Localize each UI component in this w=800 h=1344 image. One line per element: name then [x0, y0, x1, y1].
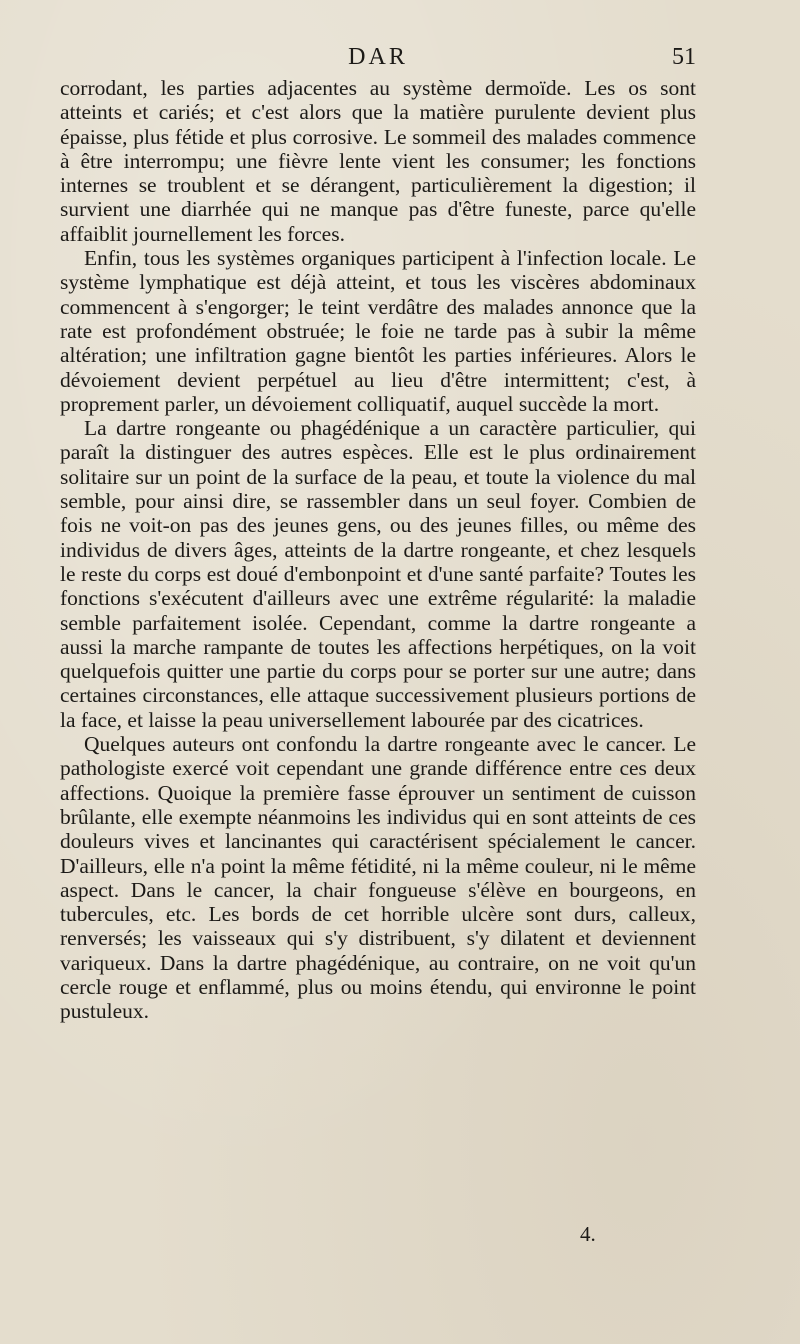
page-number: 51	[672, 44, 696, 70]
paragraph: La dartre rongeante ou phagédénique a un caractère particulier, qui paraît la distinguer des autres espèces. Elle est le plus ordinairement solitaire sur un point de la surface de la peau, et toute la violence du mal semble, pour ainsi dire, se rassembler dans un seul foyer. Combien de fois ne voit-on pas des jeunes gens, ou des jeunes filles, ou même des individus de divers âges, atteints de la dartre rongeante, et chez lesquels le reste du corps est doué d'embonpoint et d'une santé parfaite? Toutes les fonctions s'exécutent d'ailleurs avec une extrême régularité: la maladie semble parfaitement isolée. Cependant, comme la dartre rongeante a aussi la marche rampante de toutes les affections herpétiques, on la voit quelquefois quitter une partie du corps pour se porter sur une autre; dans certaines circonstances, elle attaque successivement plusieurs portions de la face, et laisse la peau universellement labourée par des cicatrices.	[60, 416, 696, 732]
body-text	[60, 76, 696, 1024]
paragraph: Enfin, tous les systèmes organiques participent à l'infection locale. Le système lymphatique est déjà atteint, et tous les viscères abdominaux commencent à s'engorger; le teint verdâtre des malades annonce que la rate est profondément obstruée; le foie ne tarde pas à subir la même altération; une infiltration gagne bientôt les parties inférieures. Alors le dévoiement devient perpétuel au lieu d'être intermittent; c'est, à proprement parler, un dévoiement colliquatif, auquel succède la mort.	[60, 246, 696, 416]
page-header	[60, 44, 696, 80]
paragraph: Quelques auteurs ont confondu la dartre rongeante avec le cancer. Le pathologiste exercé voit cependant une grande différence entre ces deux affections. Quoique la première fasse éprouver un sentiment de cuisson brûlante, elle exempte néanmoins les individus qui en sont atteints de ces douleurs vives et lancinantes qui caractérisent spécialement le cancer. D'ailleurs, elle n'a point la même fétidité, ni la même couleur, ni le même aspect. Dans le cancer, la chair fongueuse s'élève en bourgeons, en tubercules, etc. Les bords de cet horrible ulcère sont durs, calleux, renversés; les vaisseaux qui s'y distribuent, s'y dilatent et deviennent variqueux. Dans la dartre phagédénique, au contraire, on ne voit qu'un cercle rouge et enflammé, plus ou moins étendu, qui environne le point pustuleux.	[60, 732, 696, 1024]
signature-mark: 4.	[580, 1222, 596, 1246]
paragraph-continued: corrodant, les parties adjacentes au système dermoïde. Les os sont atteints et cariés; et c'est alors que la matière purulente devient plus épaisse, plus fétide et plus corrosive. Le sommeil des malades commence à être interrompu; une fièvre lente vient les consumer; les fonctions internes se troublent et se dérangent, particulièrement la digestion; il survient une diarrhée qui ne manque pas d'être funeste, parce qu'elle affaiblit journellement les forces.	[60, 76, 696, 246]
running-head: DAR	[348, 44, 408, 70]
